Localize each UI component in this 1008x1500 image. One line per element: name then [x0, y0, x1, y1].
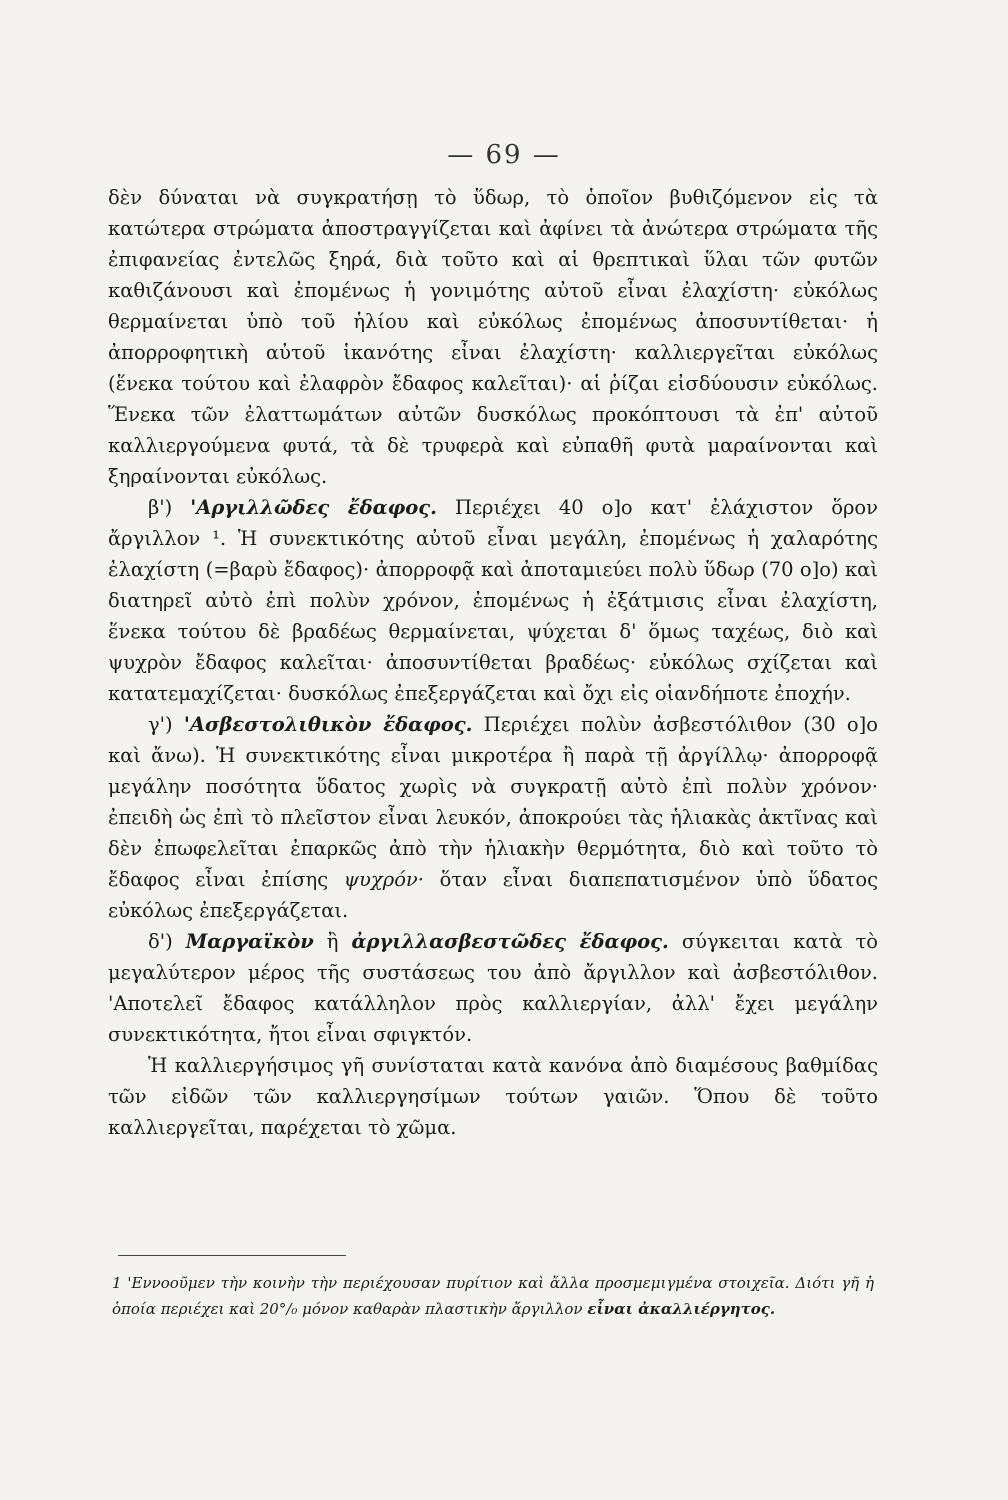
section-letter-b: β') [148, 496, 173, 519]
conjunction-or: ἢ [326, 930, 339, 953]
clay-soil-text: Περιέχει 40 ο]ο κατ' ἐλάχιστον ὅρον ἄργιλλον ¹. Ἡ συνεκτικότης αὐτοῦ εἶναι μεγάλη, ἐπομένως ἡ χαλαρότης ἐλαχίστη (=βαρὺ ἔδαφος)· ἀπορροφᾷ καὶ ἀποταμιεύει πολὺ ὕδωρ (70 ο]ο) καὶ διατηρεῖ αὐτὸ ἐπὶ πολὺν χρόνον, ἐπομένως ἡ ἐξάτμισις εἶναι ἐλαχίστη, ἕνεκα τούτου δὲ βραδέως θερμαίνεται, ψύχεται δ' ὅμως ταχέως, διὸ καὶ ψυχρὸν ἔδαφος καλεῖται· ἀποσυντίθεται βραδέως· εὐκόλως σχίζεται καὶ κατατεμαχίζεται· δυσκόλως ἐπεξεργάζεται καὶ ὄχι εἰς οἱανδήποτε ἐποχήν. [108, 496, 878, 705]
limestone-soil-text-end: ὅταν εἶναι διαπεπατισμένον ὑπὸ ὕδατος εὐκόλως ἐπεξεργάζεται. [108, 868, 879, 922]
footnote-text: 1 'Εννοοῦμεν τὴν κοινὴν τὴν περιέχουσαν πυρίτιον καὶ ἄλλα προσμεμιγμένα στοιχεῖα. Διότι γῆ ἡ ὁποία περιέχει καὶ 20°/₀ μόνον καθαρὰν πλαστικὴν ἄργιλλον [112, 1274, 874, 1318]
footnote-divider [118, 1255, 346, 1256]
term-clay-soil: 'Αργιλλῶδες ἔδαφος. [190, 496, 437, 519]
body-text [108, 182, 878, 1143]
section-letter-d: δ') [148, 930, 173, 953]
paragraph-marl-soil [108, 926, 878, 1050]
paragraph-sandy-soil-continuation: δὲν δύναται νὰ συγκρατήσῃ τὸ ὕδωρ, τὸ ὁποῖον βυθιζόμενον εἰς τὰ κατώτερα στρώματα ἀποστραγγίζεται καὶ ἀφίνει τὰ ἀνώτερα στρώματα τῆς ἐπιφανείας ἐντελῶς ξηρά, διὰ τοῦτο καὶ αἱ θρεπτικαὶ ὕλαι τῶν φυτῶν καθιζάνουσι καὶ ἐπομένως ἡ γονιμότης αὐτοῦ εἶναι ἐλαχίστη· εὐκόλως θερμαίνεται ὑπὸ τοῦ ἡλίου καὶ εὐκόλως ἐπομένως ἀποσυντίθεται· ἡ ἀπορροφητικὴ αὐτοῦ ἱκανότης εἶναι ἐλαχίστη· καλλιεργεῖται εὐκόλως (ἕνεκα τούτου καὶ ἐλαφρὸν ἔδαφος καλεῖται)· αἱ ῥίζαι εἰσδύουσιν εὐκόλως. Ἕνεκα τῶν ἐλαττωμάτων αὐτῶν δυσκόλως προκόπτουσι τὰ ἐπ' αὐτοῦ καλλιεργούμενα φυτά, τὰ δὲ τρυφερὰ καὶ εὐπαθῆ φυτὰ μαραίνονται καὶ ξηραίνονται εὐκόλως. [108, 186, 878, 488]
paragraph-arable-land: Ἡ καλλιεργήσιμος γῆ συνίσταται κατὰ κανόνα ἀπὸ διαμέσους βαθμίδας τῶν εἰδῶν τῶν καλλιεργησίμων τούτων γαιῶν. Ὅπου δὲ τοῦτο καλλιεργεῖται, παρέχεται τὸ χῶμα. [108, 1054, 878, 1139]
limestone-soil-text: Περιέχει πολὺν ἀσβεστόλιθον (30 ο]ο καὶ ἄνω). Ἡ συνεκτικότης εἶναι μικροτέρα ἢ παρὰ τῇ ἀργίλλῳ· ἀπορροφᾷ μεγάλην ποσότητα ὕδατος χωρὶς νὰ συγκρατῇ αὐτὸ ἐπὶ πολὺν χρόνον· ἐπειδὴ ὡς ἐπὶ τὸ πλεῖστον εἶναι λευκόν, ἀποκρούει τὰς ἡλιακὰς ἀκτῖνας καὶ δὲν ἐπωφελεῖται ἐπαρκῶς ἀπὸ τὴν ἡλιακὴν θερμότητα, διὸ καὶ τοῦτο τὸ ἔδαφος εἶναι ἐπίσης [108, 713, 878, 891]
page-number: — 69 — [447, 140, 561, 170]
term-limestone-soil: 'Ασβεστολιθικὸν ἔδαφος. [183, 713, 473, 736]
emphasis-cold: ψυχρόν· [343, 868, 424, 891]
section-letter-c: γ') [148, 713, 173, 736]
term-clay-limestone-soil: ἀργιλλασβεστῶδες ἔδαφος. [351, 930, 669, 953]
footnote [112, 1270, 874, 1322]
term-marl-soil: Μαργαϊκὸν [185, 930, 314, 953]
paragraph-clay-soil [108, 492, 878, 709]
paragraph-limestone-soil [108, 709, 878, 926]
marl-soil-text: σύγκειται κατὰ τὸ μεγαλύτερον μέρος τῆς συστάσεως του ἀπὸ ἄργιλλον καὶ ἀσβεστόλιθον. 'Αποτελεῖ ἔδαφος κατάλληλον πρὸς καλλιεργίαν, ἀλλ' ἔχει μεγάλην συνεκτικότητα, ἤτοι εἶναι σφιγκτόν. [108, 930, 879, 1046]
footnote-tail: εἶναι ἀκαλλιέργητος. [587, 1300, 776, 1318]
